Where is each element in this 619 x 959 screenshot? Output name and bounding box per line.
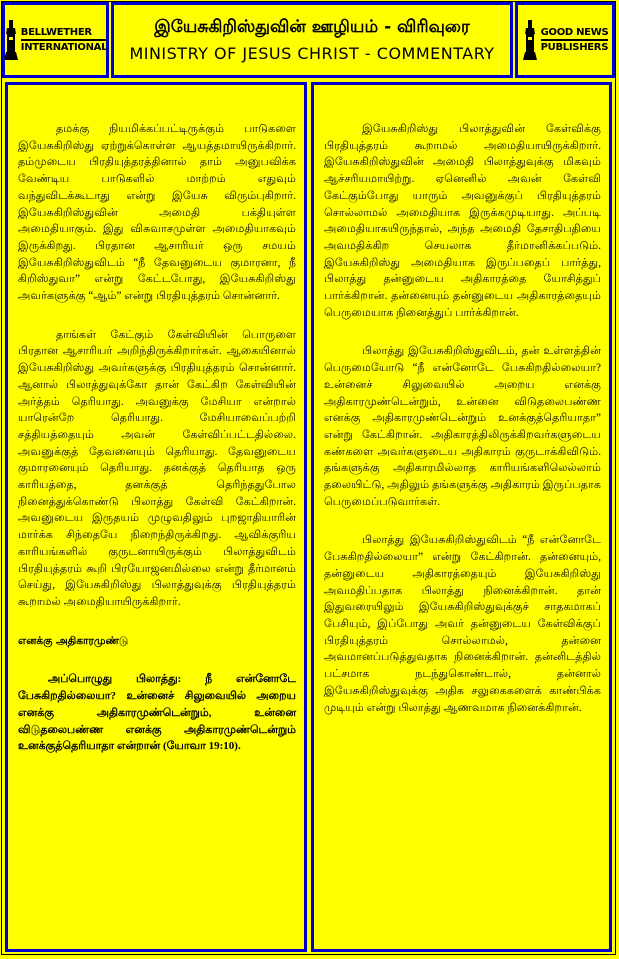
tower-icon-right — [522, 20, 538, 60]
right-paragraph-2: பிலாத்து இயேசுகிறிஸ்துவிடம், தன் உள்ளத்தின் பெருமையோடு “நீ என்னோடே பேசுகிறதில்லையா? உன்னைச் சிலுவையில் அறைய எனக்கு அதிகாரமுண்டென்றும், உன்னை விடுதலைபண்ண எனக்கு அதிகாரமுண்டென்றும் உனக்குத்தெரியாதா” என்று கேட்கிறான். அதிகாரத்திலிருக்கிறவர்களுடைய கண்களை அவர்களுடைய அதிகாரம் குருடாக்கிவிடும். தங்களுக்கு அதிகாரமில்லாத காரியங்களிலெல்லாம் தலையிட்டு, அதிலும் தங்களுக்கு அதிகாரம் இருப்பதாக பெருமைப்படுவார்கள். — [324, 345, 601, 508]
header — [2, 2, 615, 78]
left-paragraph-2: தாங்கள் கேட்கும் கேள்வியின் பொருளை பிரதான ஆசாரியர் அறிந்திருக்கிறார்கள். ஆகையினால் இயேசுகிறிஸ்து அவர்களுக்கு பிரதியுத்தரம் சொன்னார். ஆனால் பிலாத்துவுக்கோ தான் கேட்கிற கேள்வியின் அர்த்தம் தெரியாது. அவனுக்கு மேசியா என்றால் யாரென்றே தெரியாது. மேசியாவைப்பற்றி சத்தியத்தையும் அவன் கேள்விப்பட்டதில்லை. அவனுக்குத் தேவனையும் தெரியாது. தேவனுடைய குமாரனையும் தெரியாது. தனக்குத் தெரியாத ஒரு காரியத்தை, தனக்குத் தெரிந்ததுபோல நினைத்துக்கொண்டு பிலாத்து கேள்வி கேட்கிறான். அவனுடைய இருதயம் முழுவதிலும் புறஜாதியாரின் மார்க்க சிந்தையே நிறைந்திருக்கிறது. ஆவிக்குரிய காரியங்களில் குருடனாயிருக்கும் பிலாத்துவிடம் பிரதியுத்தரம் கூறி பிரயோஜனமில்லை என்று தீர்மானம் செய்து, இயேசுகிறிஸ்து பிலாத்துவுக்கு பிரதியுத்தரம் கூறாமல் அமைதியாயிருக்கிறார். — [18, 328, 296, 608]
right-paragraph-3: பிலாத்து இயேசுகிறிஸ்துவிடம் “நீ என்னோடே பேசுகிறதில்லையா” என்று கேட்கிறான். தன்னையும், தன்னுடைய அதிகாரத்தையும் இயேசுகிறிஸ்து அவமதிப்பதாக பிலாத்து நினைக்கிறான். தான் இதுவரையிலும் இயேசுகிறிஸ்துவுக்குச் சாதகமாகப் பேசியும், இப்போது அவர் தன்னுடைய கேள்விக்குப் பிரதியுத்தரம் சொல்லாமல், தன்னை அவமானப்படுத்துவதாக நினைக்கிறான். தன்னிடத்தில் பட்சமாக நடந்துகொண்டால், தன்னால் இயேசுகிறிஸ்துவுக்கு அதிக சலுகைகளைக் காண்பிக்க முடியும் என்று பிலாத்து ஆணவமாக நினைக்கிறான். — [324, 534, 601, 714]
title-english: MINISTRY OF JESUS CHRIST - COMMENTARY — [129, 44, 495, 63]
left-paragraph-1: தமக்கு நியமிக்கப்பட்டிருக்கும் பாடுகளை இயேசுகிறிஸ்து ஏற்றுக்கொள்ள ஆயத்தமாயிருக்கிறார். தம்முடைய பிரதியுத்தரத்தினால் தாம் அனுபவிக்க வேண்டிய பாடுகளில் மாற்றம் எதுவும் வந்துவிடக்கூடாது என்று இயேசு விரும்புகிறார். இயேசுகிறிஸ்துவின் அமைதி பக்தியுள்ள அமைதியாகும். இது விசுவாசமுள்ள அமைதியாகவும் இருக்கிறது. பிரதான ஆசாரியர் ஒரு சமயம் இயேசுகிறிஸ்துவிடம் “நீ தேவனுடைய குமாரனா, நீ கிறிஸ்துவா” என்று கேட்டபோது, இயேசுகிறிஸ்து அவர்களுக்கு “ஆம்” என்று பிரதியுத்தரம் சொன்னார். — [18, 123, 296, 303]
scripture-quote: அப்பொழுது பிலாத்து: நீ என்னோடே பேசுகிறதில்லையா? உன்னைச் சிலுவையில் அறைய எனக்கு அதிகாரமுண்டென்றும், உன்னை விடுதலைபண்ண எனக்கு அதிகாரமுண்டென்றும் உனக்குத்தெரியாதா என்றான் (யோவா 19:10). — [18, 673, 296, 753]
title-box — [111, 2, 513, 78]
left-column — [5, 82, 307, 952]
bellwether-logo — [2, 2, 109, 78]
left-logo-line2: INTERNATIONAL — [20, 42, 108, 53]
tower-icon — [4, 20, 18, 60]
section-heading: எனக்கு அதிகாரமுண்டு — [18, 634, 129, 647]
right-logo-line2: PUBLISHERS — [540, 42, 609, 53]
right-paragraph-1: இயேசுகிறிஸ்து பிலாத்துவின் கேள்விக்கு பிரதியுத்தரம் கூறாமல் அமைதியாயிருக்கிறார். இயேசுகிறிஸ்துவின் அமைதி பிலாத்துவுக்கு மிகவும் ஆச்சரியமாயிற்று. ஏனெனில் அவன் கேள்வி கேட்கும்போது யாரும் அவனுக்குப் பிரதியுத்தரம் சொல்லாமல் அமைதியாக இருக்கமுடியாது. அப்படி அமைதியாகயிருந்தால், அந்த அமைதி தேசாதிபதியை அவமதிக்கிற செயலாக தீர்மானிக்கப்படும். இயேசுகிறிஸ்து அமைதியாக இருப்பதைப் பார்த்து, பிலாத்து தன்னுடைய அதிகாரத்தை யோசித்துப் பார்க்கிறான். தன்னையும் தன்னுடைய அதிகாரத்தையும் பெருமையாக நினைத்துப் பார்க்கிறான். — [324, 123, 601, 319]
title-tamil: இயேசுகிறிஸ்துவின் ஊழியம் - விரிவுரை — [154, 17, 470, 37]
left-logo-line1: BELLWETHER — [21, 26, 107, 41]
right-logo-line1: GOOD NEWS — [541, 26, 609, 41]
goodnews-logo — [515, 2, 615, 78]
right-column — [311, 82, 612, 952]
page — [1, 1, 616, 955]
